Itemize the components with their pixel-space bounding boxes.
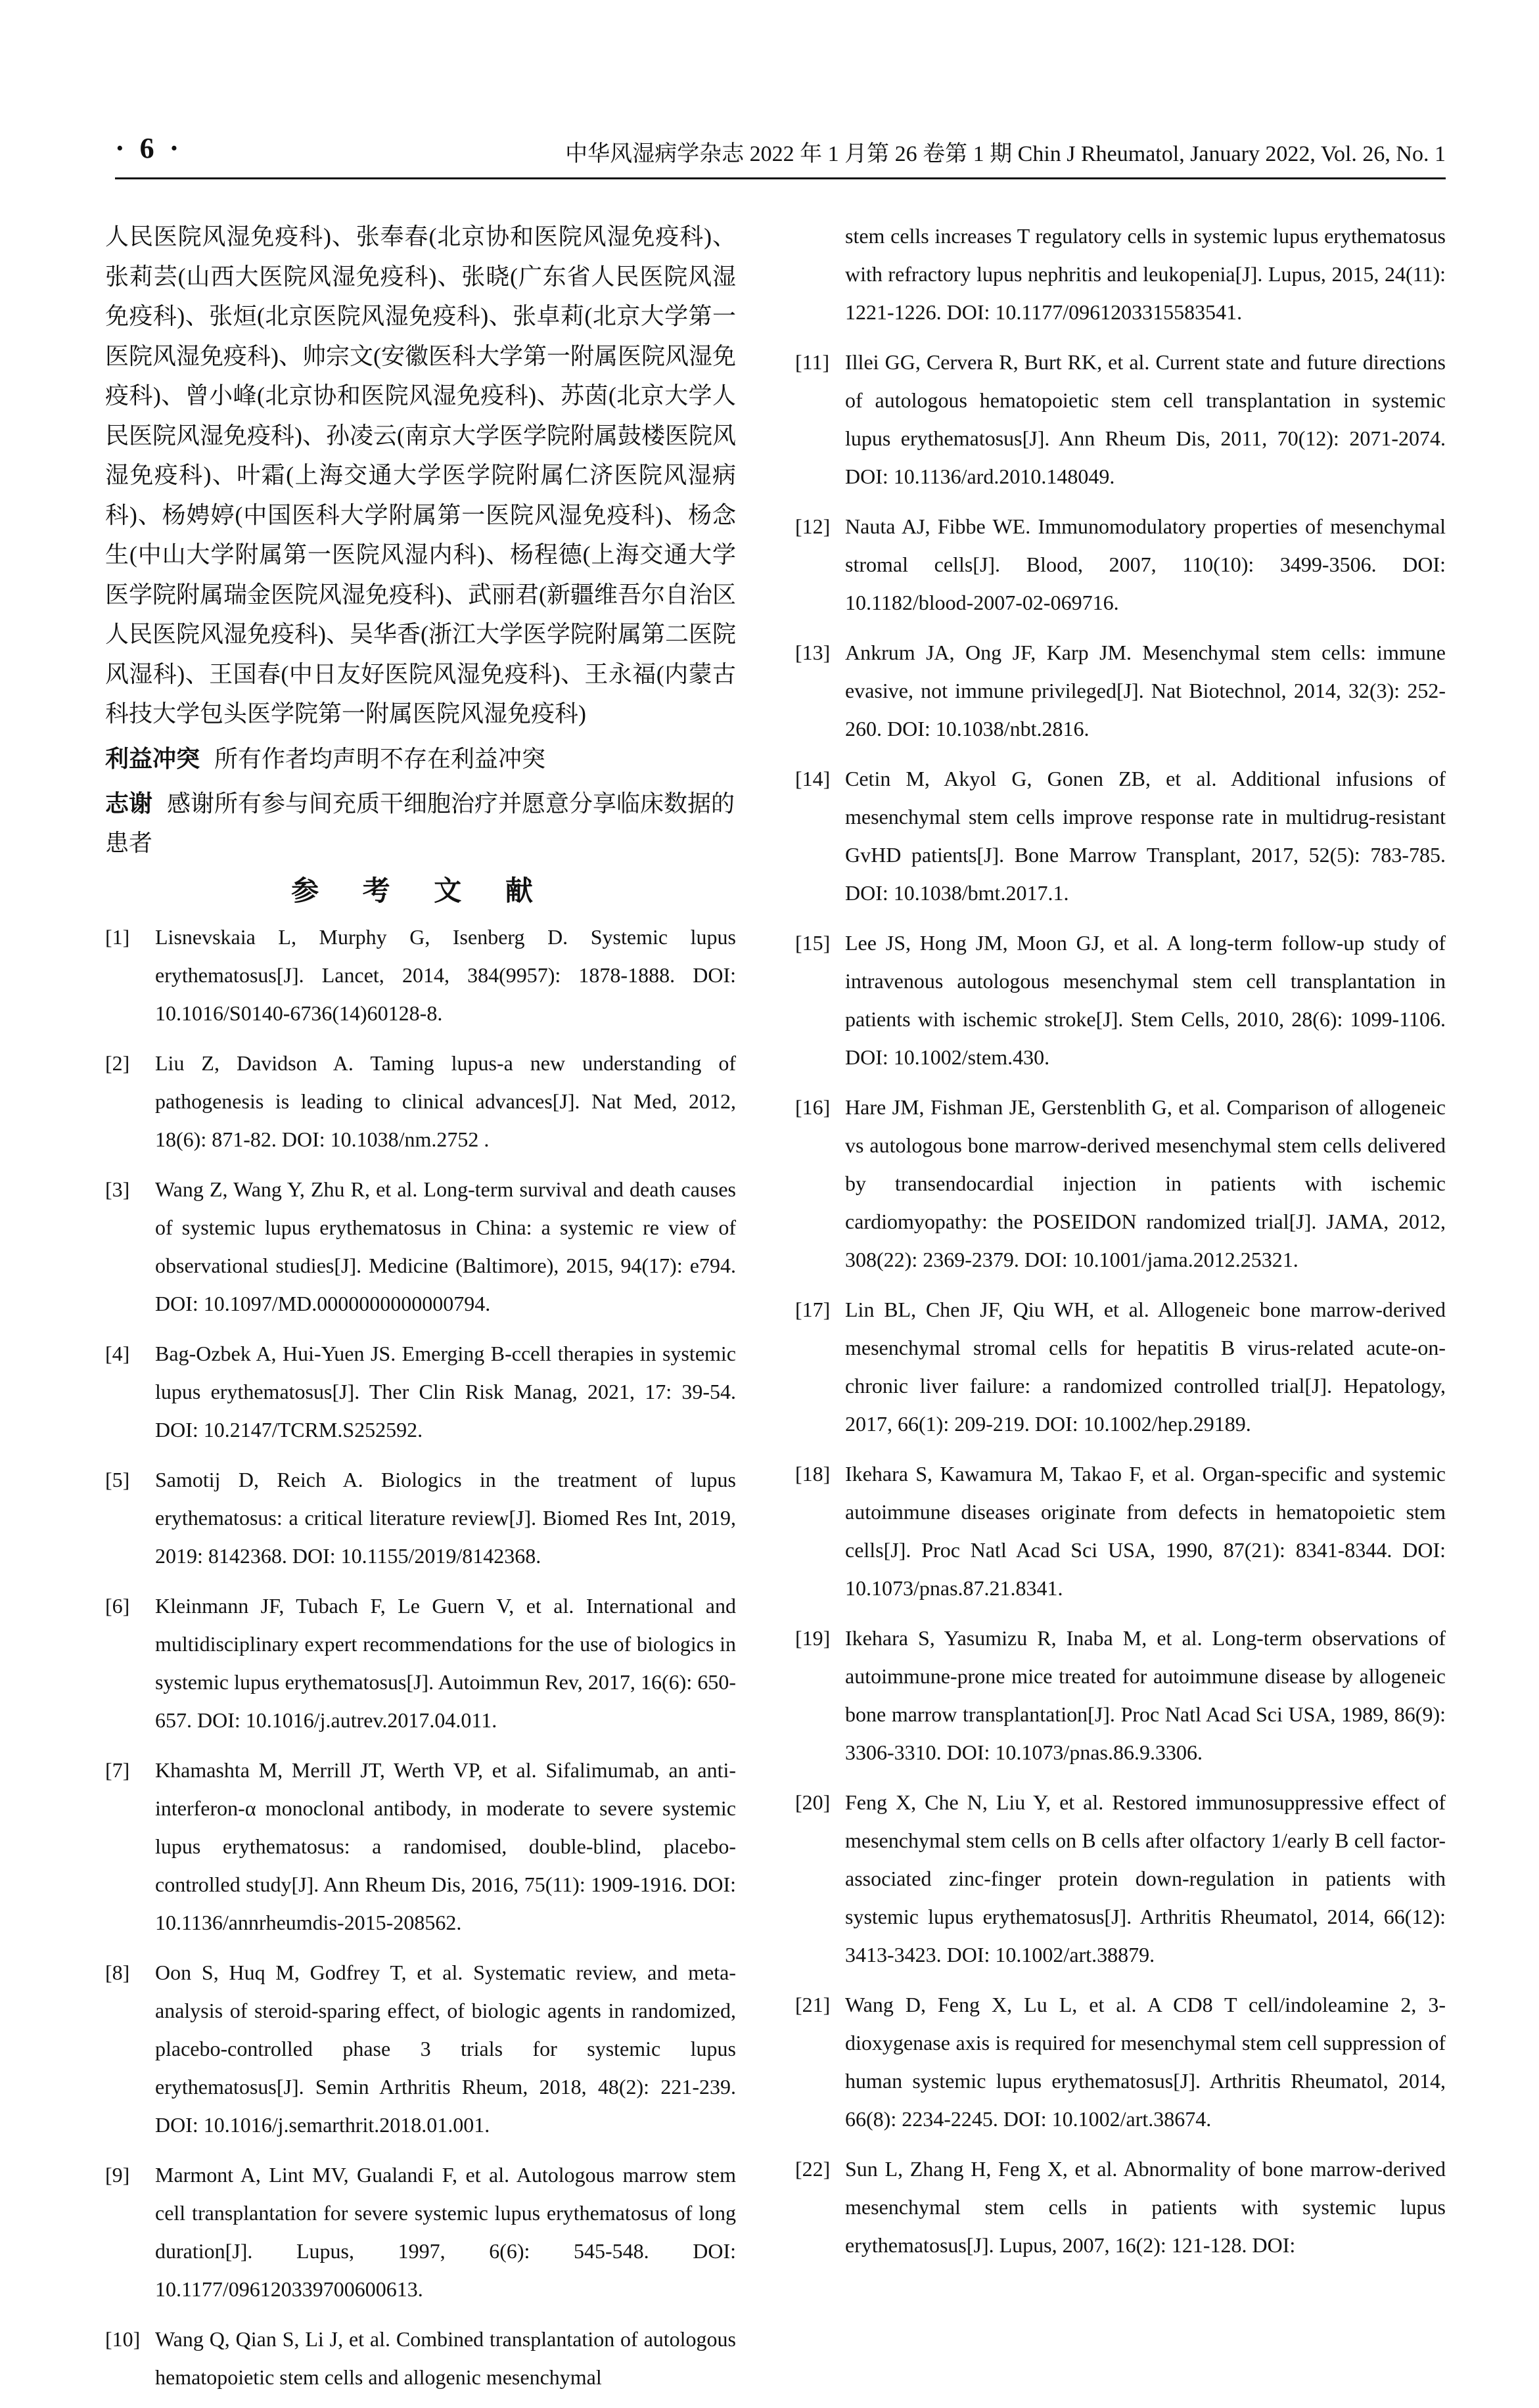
reference-text: Ikehara S, Yasumizu R, Inaba M, et al. Long-term observations of autoimmune-prone mice treated for autoimmune disease by allogeneic bone marrow transplantation[J]. Proc Natl Acad Sci USA, 1989, 86(9): 3306-3310. DOI: 10.1073/pnas.86.9.3306. — [845, 1626, 1446, 1764]
reference-text: Hare JM, Fishman JE, Gerstenblith G, et al. Comparison of allogeneic vs autologous bone marrow-derived mesenchymal stem cells delivered by transendocardial injection in patients with ischemic cardiomyopathy: the POSEIDON randomized trial[J]. JAMA, 2012, 308(22): 2369-2379. DOI: 10.1001/jama.2012.25321. — [845, 1095, 1446, 1271]
reference-number: [22] — [795, 2157, 831, 2181]
reference-number: [3] — [105, 1177, 130, 1201]
journal-running-title: 中华风湿病学杂志 2022 年 1 月第 26 卷第 1 期 Chin J Rheumatol, January 2022, Vol. 26, No. 1 — [565, 142, 1446, 166]
reference-item — [795, 633, 1446, 748]
reference-text: Wang Z, Wang Y, Zhu R, et al. Long-term survival and death causes of systemic lupus erythematosus in China: a systemic re view of observational studies[J]. Medicine (Baltimore), 2015, 94(17): e794. DOI: 10.1097/MD.0000000000000794. — [155, 1177, 736, 1315]
reference-item — [795, 2150, 1446, 2264]
reference-item — [105, 1170, 736, 1323]
reference-number: [4] — [105, 1341, 130, 1365]
right-column — [795, 217, 1446, 2276]
page-header — [115, 131, 1446, 179]
reference-list-right — [795, 343, 1446, 2264]
reference-number: [16] — [795, 1095, 831, 1119]
reference-text: Oon S, Huq M, Godfrey T, et al. Systematic review, and meta-analysis of steroid-sparing effect, of biologic agents in randomized, placebo-controlled phase 3 trials for systemic lupus erythematosus[J]. Semin Arthritis Rheum, 2018, 48(2): 221-239. DOI: 10.1016/j.semarthrit.2018.01.001. — [155, 1960, 736, 2137]
reference-text: Bag-Ozbek A, Hui-Yuen JS. Emerging B-ccell therapies in systemic lupus erythematosus[J]. Ther Clin Risk Manag, 2021, 17: 39-54. DOI: 10.2147/TCRM.S252592. — [155, 1341, 736, 1442]
reference-item — [105, 2320, 736, 2396]
reference-text: Kleinmann JF, Tubach F, Le Guern V, et al. International and multidisciplinary expert recommendations for the use of biologics in systemic lupus erythematosus[J]. Autoimmun Rev, 2017, 16(6): 650-657. DOI: 10.1016/j.autrev.2017.04.011. — [155, 1593, 736, 1732]
reference-text: Cetin M, Akyol G, Gonen ZB, et al. Additional infusions of mesenchymal stem cells improve response rate in multidrug-resistant GvHD patients[J]. Bone Marrow Transplant, 2017, 52(5): 783-785. DOI: 10.1038/bmt.2017.1. — [845, 767, 1446, 905]
reference-item — [795, 1986, 1446, 2138]
reference-number: [12] — [795, 514, 831, 538]
reference-number: [9] — [105, 2162, 130, 2187]
reference-text: Wang D, Feng X, Lu L, et al. A CD8 T cell/indoleamine 2, 3-dioxygenase axis is required for mesenchymal stem cell suppression of human systemic lupus erythematosus[J]. Arthritis Rheumatol, 2014, 66(8): 2234-2245. DOI: 10.1002/art.38674. — [845, 1993, 1446, 2131]
reference-item — [105, 1044, 736, 1158]
conflict-of-interest — [105, 739, 736, 779]
reference-text: Samotij D, Reich A. Biologics in the treatment of lupus erythematosus: a critical literature review[J]. Biomed Res Int, 2019, 2019: 8142368. DOI: 10.1155/2019/8142368. — [155, 1467, 736, 1568]
conflict-text: 所有作者均声明不存在利益冲突 — [214, 745, 546, 772]
reference-item — [105, 1334, 736, 1449]
references-heading: 参 考 文 献 — [291, 874, 550, 907]
reference-number: [1] — [105, 924, 130, 949]
reference-item — [795, 1088, 1446, 1279]
ack-label: 志谢 — [105, 790, 153, 817]
affiliations-text: 人民医院风湿免疫科)、张奉春(北京协和医院风湿免疫科)、张莉芸(山西大医院风湿免疫科)、张晓(广东省人民医院风湿免疫科)、张烜(北京医院风湿免疫科)、张卓莉(北京大学第一医院风湿免疫科)、帅宗文(安徽医科大学第一附属医院风湿免疫科)、曾小峰(北京协和医院风湿免疫科)、苏茵(北京大学人民医院风湿免疫科)、孙凌云(南京大学医学院附属鼓楼医院风湿免疫科)、叶霜(上海交通大学医学院附属仁济医院风湿病科)、杨娉婷(中国医科大学附属第一医院风湿免疫科)、杨念生(中山大学附属第一医院风湿内科)、杨程德(上海交通大学医学院附属瑞金医院风湿免疫科)、武丽君(新疆维吾尔自治区人民医院风湿免疫科)、吴华香(浙江大学医学院附属第二医院风湿科)、王国春(中日友好医院风湿免疫科)、王永福(内蒙古科技大学包头医学院第一附属医院风湿免疫科) — [105, 223, 736, 727]
reference-number: [7] — [105, 1758, 130, 1782]
reference-text: Liu Z, Davidson A. Taming lupus-a new understanding of pathogenesis is leading to clinical advances[J]. Nat Med, 2012, 18(6): 871-82. DOI: 10.1038/nm.2752 . — [155, 1051, 736, 1151]
reference-number: [20] — [795, 1790, 831, 1814]
reference-item — [795, 1455, 1446, 1607]
conflict-label: 利益冲突 — [105, 745, 200, 772]
reference-text: Marmont A, Lint MV, Gualandi F, et al. Autologous marrow stem cell transplantation for severe systemic lupus erythematosus of long duration[J]. Lupus, 1997, 6(6): 545-548. DOI: 10.1177/096120339700600613. — [155, 2162, 736, 2301]
reference-number: [8] — [105, 1960, 130, 1984]
reference-number: [19] — [795, 1626, 831, 1650]
reference-number: [14] — [795, 767, 831, 790]
reference-text: Ikehara S, Kawamura M, Takao F, et al. Organ-specific and systemic autoimmune diseases originate from defects in hematopoietic stem cells[J]. Proc Natl Acad Sci USA, 1990, 87(21): 8341-8344. DOI: 10.1073/pnas.87.21.8341. — [845, 1462, 1446, 1600]
reference-item — [795, 507, 1446, 622]
reference-number: [2] — [105, 1051, 130, 1075]
reference-text: Ankrum JA, Ong JF, Karp JM. Mesenchymal stem cells: immune evasive, not immune privileged[J]. Nat Biotechnol, 2014, 32(3): 252-260. DOI: 10.1038/nbt.2816. — [845, 641, 1446, 740]
reference-text: Illei GG, Cervera R, Burt RK, et al. Current state and future directions of autologous hematopoietic stem cell transplantation in systemic lupus erythematosus[J]. Ann Rheum Dis, 2011, 70(12): 2071-2074. DOI: 10.1136/ard.2010.148049. — [845, 350, 1446, 488]
reference-text: Feng X, Che N, Liu Y, et al. Restored immunosuppressive effect of mesenchymal stem cells on B cells after olfactory 1/early B cell factor-associated zinc-finger protein down-regulation in patients with systemic lupus erythematosus[J]. Arthritis Rheumatol, 2014, 66(12): 3413-3423. DOI: 10.1002/art.38879. — [845, 1790, 1446, 1966]
reference-item — [105, 1461, 736, 1575]
reference-text: Lin BL, Chen JF, Qiu WH, et al. Allogeneic bone marrow-derived mesenchymal stromal cells for hepatitis B virus-related acute-on-chronic liver failure: a randomized controlled trial[J]. Hepatology, 2017, 66(1): 209-219. DOI: 10.1002/hep.29189. — [845, 1298, 1446, 1436]
reference-text: Lisnevskaia L, Murphy G, Isenberg D. Systemic lupus erythematosus[J]. Lancet, 2014, 384(9957): 1878-1888. DOI: 10.1016/S0140-6736(14)60128-8. — [155, 924, 736, 1025]
reference-text: Lee JS, Hong JM, Moon GJ, et al. A long-term follow-up study of intravenous autologous mesenchymal stem cell transplantation in patients with ischemic stroke[J]. Stem Cells, 2010, 28(6): 1099-1106. DOI: 10.1002/stem.430. — [845, 931, 1446, 1069]
reference-text: Wang Q, Qian S, Li J, et al. Combined transplantation of autologous hematopoietic stem cells and allogenic mesenchymal — [155, 2327, 736, 2389]
reference-item — [105, 1953, 736, 2144]
reference-text: Sun L, Zhang H, Feng X, et al. Abnormality of bone marrow-derived mesenchymal stem cells in patients with systemic lupus erythematosus[J]. Lupus, 2007, 16(2): 121-128. DOI: — [845, 2157, 1446, 2257]
reference-list-left — [105, 918, 736, 2396]
reference-item — [105, 1587, 736, 1739]
reference-item — [795, 1783, 1446, 1974]
reference-item — [795, 1619, 1446, 1771]
reference-number: [21] — [795, 1993, 831, 2016]
reference-item — [795, 1290, 1446, 1443]
reference-number: [17] — [795, 1298, 831, 1321]
reference-number: [5] — [105, 1467, 130, 1491]
reference-continuation: stem cells increases T regulatory cells in systemic lupus erythematosus with refractory lupus nephritis and leukopenia[J]. Lupus, 2015, 24(11): 1221-1226. DOI: 10.1177/0961203315583541. — [845, 224, 1446, 324]
ack-text: 感谢所有参与间充质干细胞治疗并愿意分享临床数据的患者 — [105, 790, 735, 856]
acknowledgement — [105, 784, 736, 863]
reference-number: [10] — [105, 2327, 141, 2351]
reference-item — [105, 1751, 736, 1942]
reference-number: [6] — [105, 1593, 130, 1618]
reference-item — [795, 924, 1446, 1076]
reference-number: [11] — [795, 350, 830, 374]
reference-number: [15] — [795, 931, 831, 955]
reference-item — [795, 343, 1446, 495]
page-number: · 6 · — [115, 132, 183, 164]
reference-number: [13] — [795, 641, 831, 664]
left-column — [105, 217, 736, 2408]
reference-item — [795, 760, 1446, 912]
reference-text: Nauta AJ, Fibbe WE. Immunomodulatory properties of mesenchymal stromal cells[J]. Blood, 2007, 110(10): 3499-3506. DOI: 10.1182/blood-2007-02-069716. — [845, 514, 1446, 614]
reference-text: Khamashta M, Merrill JT, Werth VP, et al. Sifalimumab, an anti-interferon-α monoclonal antibody, in moderate to severe systemic lupus erythematosus: a randomised, double-blind, placebo-controlled study[J]. Ann Rheum Dis, 2016, 75(11): 1909-1916. DOI: 10.1136/annrheumdis-2015-208562. — [155, 1758, 736, 1934]
reference-number: [18] — [795, 1462, 831, 1486]
reference-item — [105, 918, 736, 1032]
reference-item — [105, 2156, 736, 2308]
